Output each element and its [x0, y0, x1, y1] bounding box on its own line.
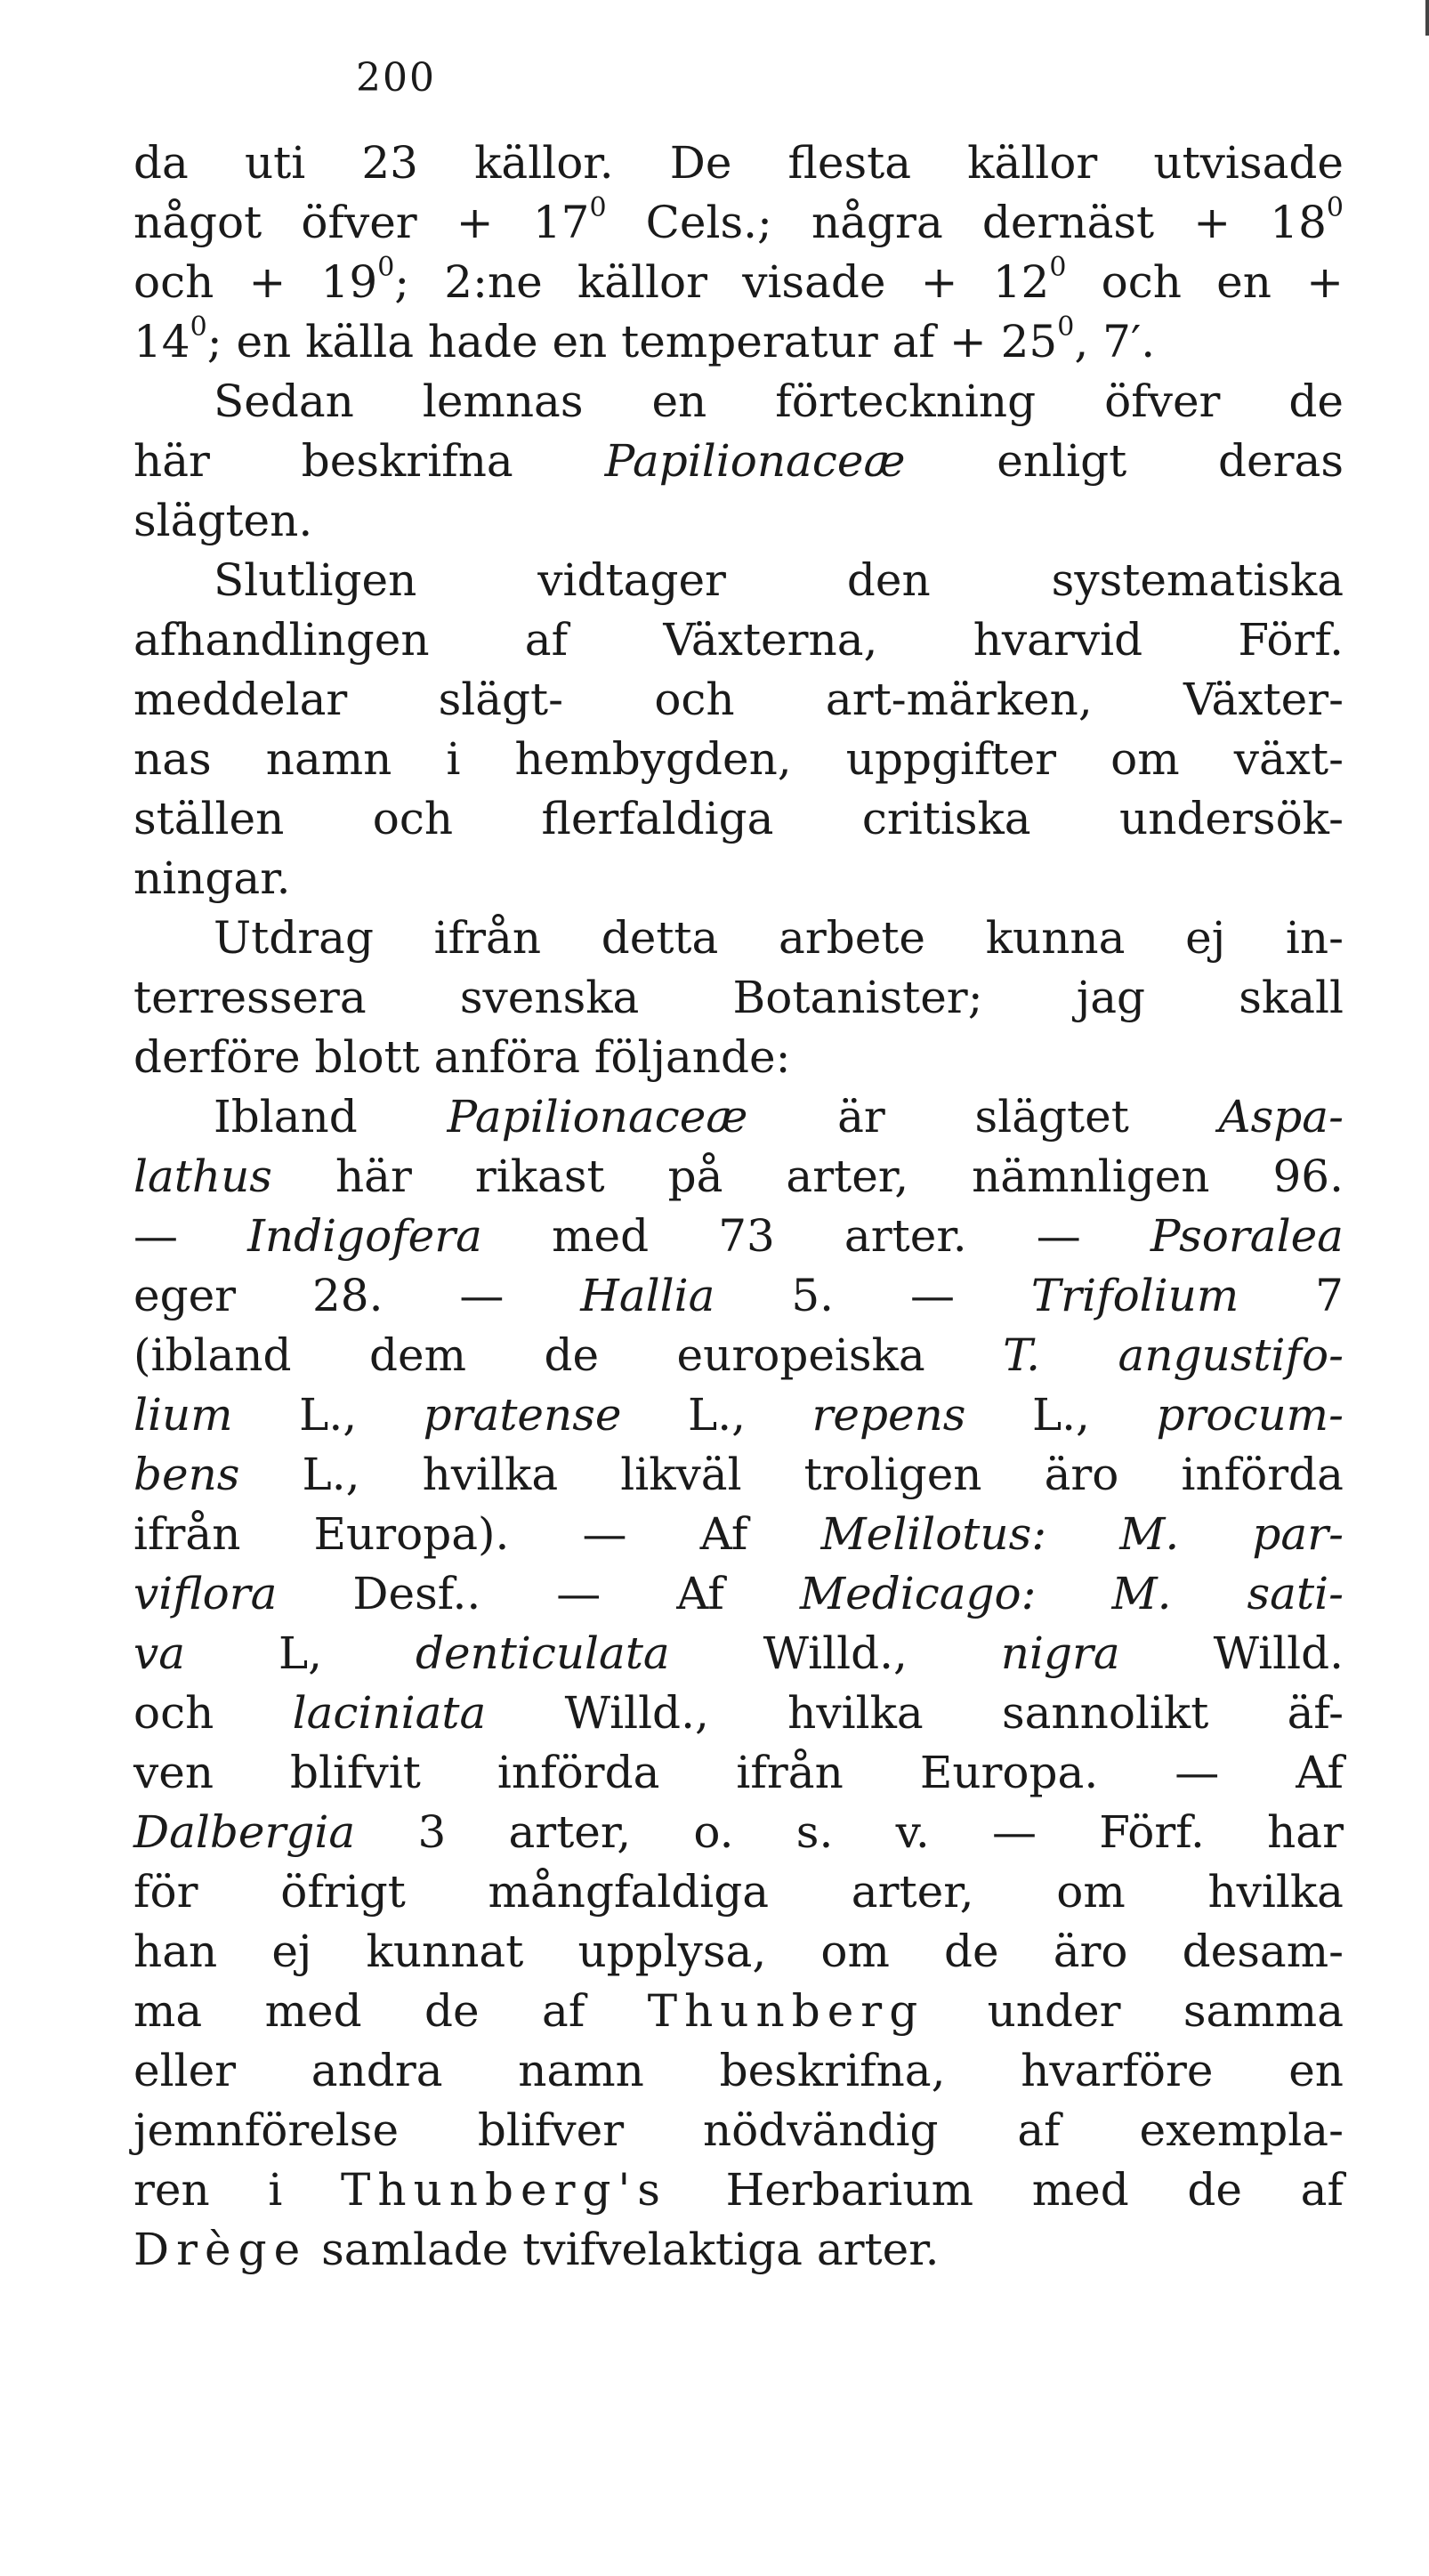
text-line — [133, 1922, 1344, 1982]
italic-text: nigra — [1000, 1627, 1120, 1679]
italic-text: Melilotus: M. par- — [820, 1508, 1344, 1560]
text-fragment: L., — [621, 1389, 812, 1441]
text-fragment: ren i — [133, 2164, 342, 2216]
text-fragment: derföre blott anföra följande: — [133, 1031, 791, 1083]
spaced-name: Drège — [133, 2224, 308, 2275]
text-line — [133, 670, 1344, 730]
italic-text: lathus — [133, 1151, 272, 1202]
degree-sign: 0 — [589, 192, 607, 223]
text-fragment: något öfver + 17 — [133, 197, 590, 248]
text-line — [133, 1684, 1344, 1743]
degree-sign: 0 — [190, 311, 207, 343]
spaced-name: Thunberg's — [341, 2164, 667, 2216]
italic-text: Medicago: M. sati- — [799, 1568, 1344, 1619]
italic-text: Dalbergia — [133, 1806, 356, 1858]
italic-text: Hallia — [580, 1270, 715, 1321]
italic-text: Trifolium — [1030, 1270, 1239, 1321]
text-line — [133, 789, 1344, 849]
body-text — [133, 133, 1344, 2280]
text-line — [133, 610, 1344, 670]
text-fragment: ; en källa hade en temperatur af + 25 — [206, 316, 1058, 367]
text-fragment: samlade tvifvelaktiga arter. — [307, 2224, 940, 2275]
text-fragment: för öfrigt mångfaldiga arter, om hvilka — [133, 1866, 1344, 1918]
degree-sign: 0 — [377, 252, 395, 283]
text-line — [133, 1385, 1344, 1445]
text-fragment: L., — [965, 1389, 1157, 1441]
text-fragment: Herbarium med de af — [666, 2164, 1344, 2216]
italic-text: pratense — [423, 1389, 622, 1441]
italic-text: bens — [133, 1449, 240, 1500]
text-line — [133, 1862, 1344, 1922]
text-line — [133, 1505, 1344, 1564]
italic-text: Aspa- — [1218, 1091, 1344, 1143]
text-fragment: 7 — [1239, 1270, 1344, 1321]
text-fragment: L., hvilka likväl troligen äro införda — [239, 1449, 1344, 1500]
text-fragment: och — [133, 1687, 293, 1739]
text-line — [133, 193, 1344, 253]
text-fragment: Ibland — [214, 1091, 448, 1143]
text-fragment: Slutligen vidtager den systematiska — [214, 554, 1344, 606]
text-line — [133, 2101, 1344, 2160]
text-fragment: med 73 arter. — — [481, 1210, 1150, 1262]
text-fragment: — — [133, 1210, 248, 1262]
text-fragment: ; 2:ne källor visade + 12 — [394, 256, 1050, 308]
text-fragment: under samma — [924, 1985, 1344, 2037]
text-fragment: och en + — [1066, 256, 1344, 308]
text-line — [133, 312, 1344, 372]
text-line — [133, 2220, 1344, 2280]
text-line — [133, 551, 1344, 610]
text-line — [133, 1803, 1344, 1862]
text-fragment: 5. — — [714, 1270, 1031, 1321]
text-line — [133, 432, 1344, 491]
text-fragment: är slägtet — [747, 1091, 1219, 1143]
text-line — [133, 1624, 1344, 1684]
text-fragment: eller andra namn beskrifna, hvarföre en — [133, 2045, 1344, 2096]
text-fragment: Sedan lemnas en förteckning öfver de — [214, 375, 1344, 427]
text-fragment: han ej kunnat upplysa, om de äro desam- — [133, 1926, 1344, 1977]
page-number: 200 — [356, 55, 436, 101]
text-fragment: (ibland dem de europeiska — [133, 1329, 1004, 1381]
text-fragment: L, — [185, 1627, 416, 1679]
text-line — [133, 1207, 1344, 1266]
text-fragment: afhandlingen af Växterna, hvarvid Förf. — [133, 614, 1344, 666]
text-line — [133, 1087, 1344, 1147]
italic-text: T. angustifo- — [1003, 1329, 1344, 1381]
text-fragment: ifrån Europa). — Af — [133, 1508, 821, 1560]
text-line — [133, 730, 1344, 789]
text-fragment: , 7′. — [1074, 316, 1156, 367]
text-fragment: här beskrifna — [133, 435, 605, 487]
text-line — [133, 1326, 1344, 1385]
text-line — [133, 1743, 1344, 1803]
text-fragment: enligt deras — [905, 435, 1344, 487]
degree-sign: 0 — [1049, 252, 1067, 283]
text-fragment: Cels.; några dernäst + 18 — [606, 197, 1327, 248]
text-fragment: ma med de af — [133, 1985, 648, 2037]
text-fragment: terressera svenska Botanister; jag skall — [133, 972, 1344, 1023]
italic-text: laciniata — [292, 1687, 487, 1739]
text-line — [133, 1147, 1344, 1207]
text-line — [133, 491, 1344, 551]
text-fragment: slägten. — [133, 495, 313, 546]
text-fragment: ven blifvit införda ifrån Europa. — Af — [133, 1747, 1344, 1798]
text-line — [133, 1564, 1344, 1624]
text-fragment: här rikast på arter, nämnligen 96. — [271, 1151, 1344, 1202]
italic-text: Indigofera — [247, 1210, 482, 1262]
text-line — [133, 1445, 1344, 1505]
text-fragment: ställen och flerfaldiga critiska undersök- — [133, 793, 1344, 844]
text-fragment: Willd., — [669, 1627, 1001, 1679]
italic-text: Papilionaceæ — [447, 1091, 748, 1143]
text-fragment: jemnförelse blifver nödvändig af exempla- — [133, 2104, 1344, 2156]
page-edge-mark — [1425, 0, 1429, 36]
text-fragment: ningar. — [133, 852, 291, 904]
text-line — [133, 372, 1344, 432]
degree-sign: 0 — [1057, 311, 1075, 343]
text-fragment: 3 arter, o. s. v. — Förf. har — [355, 1806, 1344, 1858]
spaced-name: Thunberg — [647, 1985, 925, 2037]
text-fragment: eger 28. — — [133, 1270, 581, 1321]
italic-text: va — [133, 1627, 186, 1679]
text-line — [133, 908, 1344, 968]
italic-text: lium — [133, 1389, 233, 1441]
text-line — [133, 2160, 1344, 2220]
text-line — [133, 1266, 1344, 1326]
text-line — [133, 849, 1344, 908]
text-fragment: och + 19 — [133, 256, 378, 308]
degree-sign: 0 — [1326, 192, 1344, 223]
text-fragment: 14 — [133, 316, 190, 367]
text-line — [133, 968, 1344, 1028]
italic-text: viflora — [133, 1568, 278, 1619]
text-line — [133, 1028, 1344, 1087]
text-fragment: Willd. — [1119, 1627, 1344, 1679]
text-line — [133, 253, 1344, 312]
text-fragment: Willd., hvilka sannolikt äf- — [486, 1687, 1344, 1739]
text-line — [133, 1982, 1344, 2041]
italic-text: denticulata — [415, 1627, 670, 1679]
text-line — [133, 133, 1344, 193]
text-fragment: nas namn i hembygden, uppgifter om växt- — [133, 733, 1344, 785]
text-fragment: Desf.. — Af — [277, 1568, 800, 1619]
text-fragment: da uti 23 källor. De flesta källor utvisade — [133, 137, 1344, 189]
italic-text: procum- — [1156, 1389, 1344, 1441]
italic-text: repens — [811, 1389, 966, 1441]
text-fragment: L., — [232, 1389, 424, 1441]
text-fragment: Utdrag ifrån detta arbete kunna ej in- — [214, 912, 1344, 964]
italic-text: Psoralea — [1150, 1210, 1344, 1262]
text-line — [133, 2041, 1344, 2101]
italic-text: Papilionaceæ — [604, 435, 906, 487]
text-fragment: meddelar slägt- och art-märken, Växter- — [133, 674, 1344, 725]
